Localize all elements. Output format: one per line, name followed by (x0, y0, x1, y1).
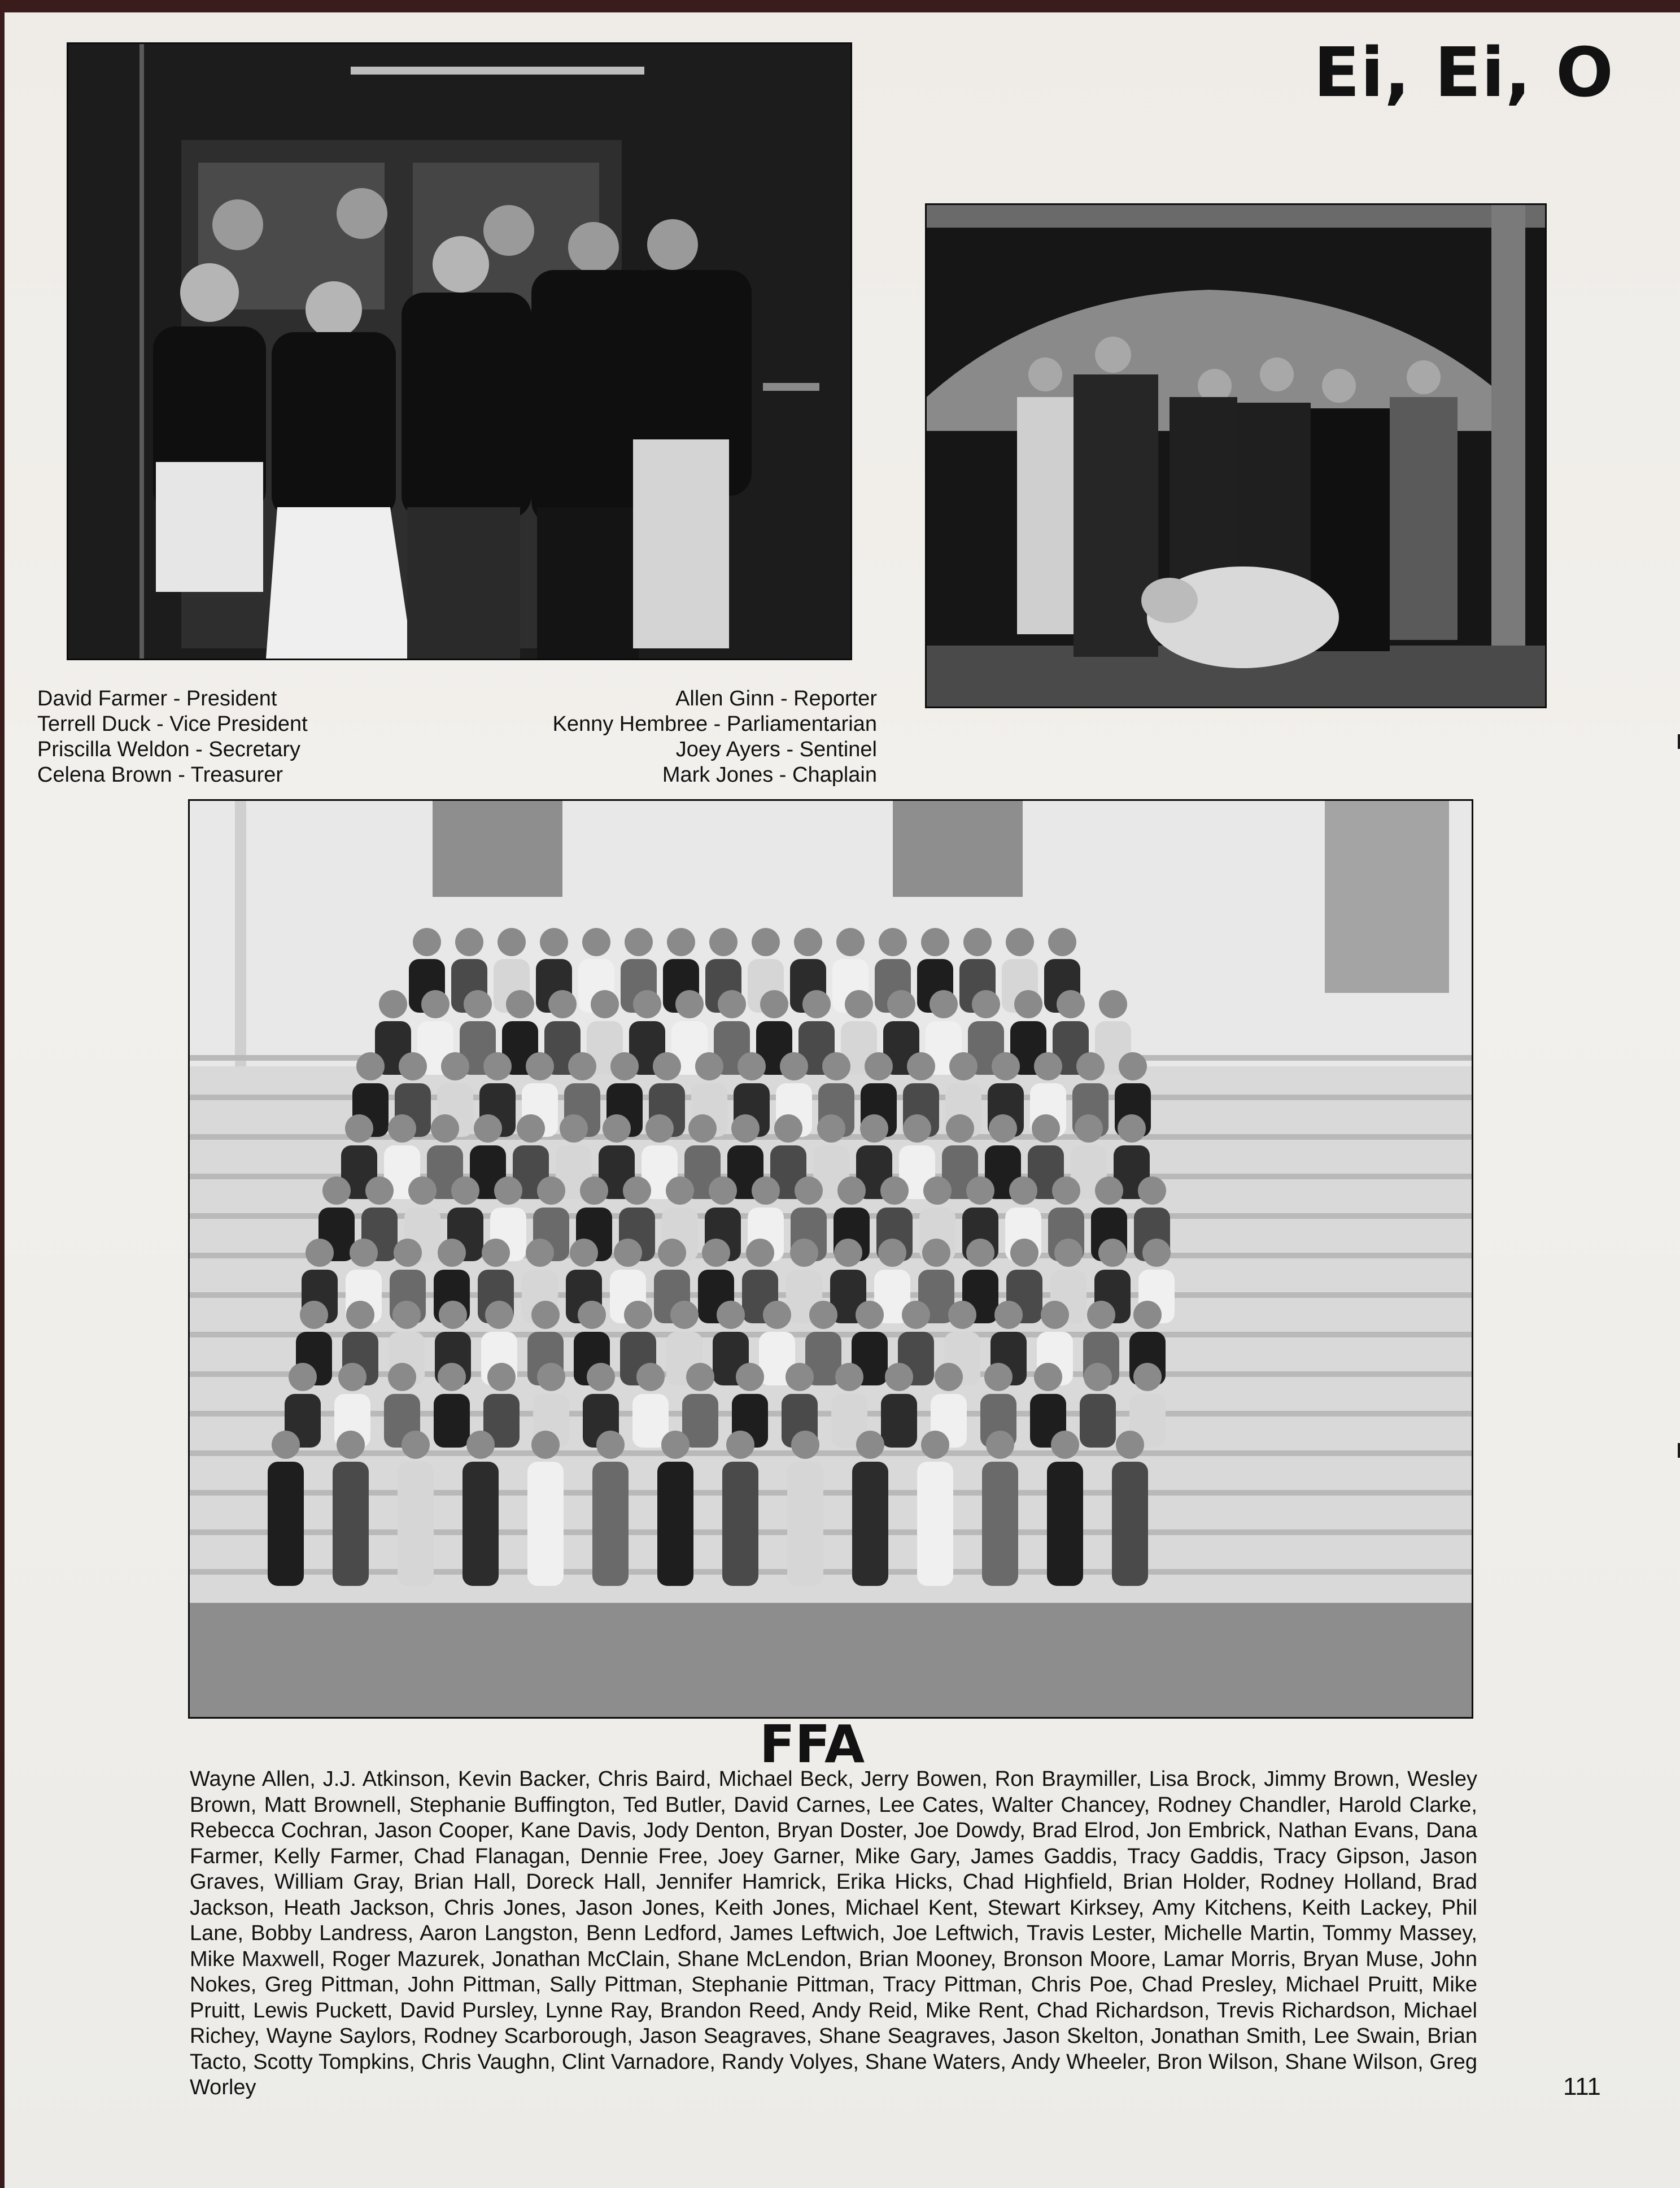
person-head (526, 1239, 554, 1267)
person-figure (982, 1462, 1018, 1586)
person-head (658, 1239, 686, 1267)
person-head (526, 1052, 554, 1080)
person-head (1010, 1239, 1038, 1267)
person-head (399, 1052, 427, 1080)
person-figure (398, 1462, 434, 1586)
person-head (984, 1363, 1013, 1391)
person-head (623, 1176, 651, 1205)
person-head (702, 1239, 730, 1267)
person-head (903, 1114, 931, 1143)
person-head (1133, 1363, 1162, 1391)
person-head (438, 1363, 466, 1391)
person-figure (722, 1462, 758, 1586)
person-head (356, 1052, 385, 1080)
officer-treasurer: Celena Brown - Treasurer (37, 763, 283, 787)
page-title: Ei, Ei, O (1314, 34, 1614, 112)
person-head (451, 1176, 479, 1205)
officer-president: David Farmer - President (37, 687, 277, 711)
person-head (466, 1431, 495, 1459)
person-head (441, 1052, 469, 1080)
person-head (666, 1176, 694, 1205)
person-head (1138, 1176, 1166, 1205)
person-head (746, 1239, 774, 1267)
person-head (1009, 1176, 1037, 1205)
officers-photo (67, 42, 852, 660)
person-head (431, 1114, 459, 1143)
person-head (879, 928, 907, 956)
person-head (992, 1052, 1020, 1080)
person-head (338, 1363, 366, 1391)
person-head (322, 1176, 351, 1205)
binding-mark (1678, 1443, 1680, 1458)
person-head (645, 1114, 674, 1143)
person-head (752, 1176, 780, 1205)
person-head (736, 1363, 764, 1391)
person-head (1116, 1431, 1144, 1459)
person-head (402, 1431, 430, 1459)
person-head (1118, 1114, 1146, 1143)
person-head (930, 990, 958, 1018)
person-figure (592, 1462, 629, 1586)
person-head (921, 928, 949, 956)
person-head (1095, 1176, 1123, 1205)
person-head (802, 990, 831, 1018)
person-figure (787, 1462, 823, 1586)
person-head (834, 1239, 862, 1267)
person-head (1087, 1301, 1115, 1329)
person-head (670, 1301, 699, 1329)
person-head (603, 1114, 631, 1143)
person-head (817, 1114, 845, 1143)
person-head (860, 1114, 888, 1143)
officer-sentinel: Joey Ayers - Sentinel (675, 738, 877, 761)
person-head (1041, 1301, 1069, 1329)
livestock-photo (925, 203, 1547, 708)
person-head (885, 1363, 913, 1391)
person-head (791, 1431, 819, 1459)
person-head (388, 1363, 416, 1391)
person-head (1014, 990, 1042, 1018)
person-figure (462, 1462, 499, 1586)
person-head (1099, 990, 1127, 1018)
person-head (790, 1239, 818, 1267)
person-head (966, 1239, 994, 1267)
person-head (1057, 990, 1085, 1018)
person-head (596, 1431, 625, 1459)
person-head (774, 1114, 802, 1143)
person-head (392, 1301, 421, 1329)
person-head (610, 1052, 639, 1080)
person-head (718, 990, 746, 1018)
club-group-photo-icon (190, 801, 1472, 1717)
person-head (345, 1114, 373, 1143)
person-head (856, 1301, 884, 1329)
person-head (580, 1176, 608, 1205)
person-head (837, 1176, 866, 1205)
person-head (1098, 1239, 1127, 1267)
person-head (591, 990, 619, 1018)
person-head (880, 1176, 909, 1205)
person-head (482, 1239, 510, 1267)
person-head (350, 1239, 378, 1267)
person-head (966, 1176, 994, 1205)
person-head (795, 1176, 823, 1205)
person-figure (333, 1462, 369, 1586)
person-head (494, 1176, 522, 1205)
person-head (537, 1363, 565, 1391)
person-head (289, 1363, 317, 1391)
person-head (474, 1114, 502, 1143)
person-head (455, 928, 483, 956)
person-head (709, 928, 738, 956)
person-head (531, 1301, 560, 1329)
person-head (624, 1301, 652, 1329)
club-group-photo (188, 799, 1473, 1719)
person-head (972, 990, 1000, 1018)
person-head (667, 928, 695, 956)
person-head (365, 1176, 394, 1205)
person-figure (1080, 1394, 1116, 1448)
person-head (1052, 1176, 1080, 1205)
person-head (388, 1114, 416, 1143)
member-list: Wayne Allen, J.J. Atkinson, Kevin Backer, Chris Baird, Michael Beck, Jerry Bowen, Ron Braymiller, Lisa Brock, Jimmy Brown, Wesley Brown, Matt Brownell, Stephanie Buffington, Ted Butler, David Carnes, Lee Cates, Walter Chancey, Rodney Chandler, Harold Clarke, Rebecca Cochran, Jason Cooper, Kane Davis, Jody Denton, Bryan Doster, Joe Dowdy, Brad Elrod, Jon Embrick, Nathan Evans, Dana Farmer, Kelly Farmer, Chad Flanagan, Dennie Free, Joey Garner, Mike Gary, James Gaddis, Tracy Gaddis, Tracy Gipson, Jason Graves, William Gray, Brian Hall, Doreck Hall, Jennifer Hamrick, Erika Hicks, Chad Highfield, Brian Holder, Rodney Holland, Brad Jackson, Heath Jackson, Chris Jones, Jason Jones, Keith Jones, Michael Kent, Stewart Kirksey, Amy Kitchens, Keith Lackey, Phil Lane, Bobby Landress, Aaron Langston, Benn Ledford, James Leftwich, Joe Leftwich, Travis Lester, Michelle Martin, Tommy Massey, Mike Maxwell, Roger Mazurek, Jonathan McClain, Shane McLendon, Brian Mooney, Bronson Moore, Lamar Morris, Bryan Muse, John Nokes, Greg Pittman, John Pittman, Sally Pittman, Stephanie Pittman, Tracy Pittman, Chris Poe, Chad Presley, Michael Pruitt, Mike Pruitt, Lewis Puckett, David Pursley, Lynne Ray, Brandon Reed, Andy Reid, Mike Rent, Chad Richardson, Trevis Richardson, Michael Richey, Wayne Saylors, Rodney Scarborough, Jason Seagraves, Shane Seagraves, Jason Skelton, Jonathan Smith, Lee Swain, Brian Tacto, Scotty Tompkins, Chris Vaughn, Clint Varnadore, Randy Volyes, Shane Waters, Andy Wheeler, Bron Wilson, Shane Wilson, Greg Worley (190, 1767, 1477, 2099)
person-head (865, 1052, 893, 1080)
person-head (856, 1431, 884, 1459)
person-head (1048, 928, 1076, 956)
person-head (498, 928, 526, 956)
person-head (1032, 1114, 1060, 1143)
person-head (946, 1114, 974, 1143)
person-head (786, 1363, 814, 1391)
person-head (986, 1431, 1014, 1459)
person-head (922, 1239, 950, 1267)
person-head (731, 1114, 760, 1143)
person-figure (657, 1462, 693, 1586)
person-figure (1047, 1462, 1083, 1586)
person-head (413, 928, 441, 956)
person-head (394, 1239, 422, 1267)
person-head (1142, 1239, 1171, 1267)
person-head (1133, 1301, 1162, 1329)
person-head (1034, 1052, 1062, 1080)
person-head (887, 990, 915, 1018)
officer-vice-president: Terrell Duck - Vice President (37, 712, 308, 736)
person-head (763, 1301, 791, 1329)
person-head (1034, 1363, 1062, 1391)
officer-parliamentarian: Kenny Hembree - Parliamentarian (552, 712, 877, 736)
person-head (568, 1052, 596, 1080)
person-head (845, 990, 873, 1018)
officer-chaplain: Mark Jones - Chaplain (662, 763, 877, 787)
person-head (517, 1114, 545, 1143)
person-head (935, 1363, 963, 1391)
person-figure (852, 1462, 888, 1586)
person-head (1051, 1431, 1079, 1459)
person-figure (917, 1462, 953, 1586)
person-head (1084, 1363, 1112, 1391)
person-figure (434, 1394, 470, 1448)
person-head (337, 1431, 365, 1459)
person-head (695, 1052, 723, 1080)
person-head (570, 1239, 598, 1267)
person-head (636, 1363, 665, 1391)
person-head (949, 1052, 978, 1080)
person-head (760, 990, 788, 1018)
person-figure (527, 1462, 564, 1586)
person-head (346, 1301, 374, 1329)
person-head (809, 1301, 837, 1329)
person-head (653, 1052, 681, 1080)
person-head (923, 1176, 952, 1205)
person-head (726, 1431, 754, 1459)
person-head (483, 1052, 512, 1080)
person-head (822, 1052, 850, 1080)
person-figure (1112, 1462, 1148, 1586)
person-head (421, 990, 450, 1018)
person-head (907, 1052, 935, 1080)
binding-mark (1678, 734, 1680, 749)
person-head (464, 990, 492, 1018)
person-head (717, 1301, 745, 1329)
person-head (438, 1239, 466, 1267)
person-head (794, 928, 822, 956)
person-head (578, 1301, 606, 1329)
person-head (780, 1052, 808, 1080)
person-head (686, 1363, 714, 1391)
person-head (661, 1431, 690, 1459)
person-head (878, 1239, 906, 1267)
person-head (1075, 1114, 1103, 1143)
club-heading: FFA (759, 1714, 865, 1775)
person-head (625, 928, 653, 956)
person-head (921, 1431, 949, 1459)
person-head (306, 1239, 334, 1267)
person-head (1119, 1052, 1147, 1080)
person-head (836, 928, 865, 956)
person-head (994, 1301, 1023, 1329)
person-head (1076, 1052, 1105, 1080)
page-number: 111 (1563, 2073, 1601, 2100)
person-head (835, 1363, 863, 1391)
person-head (560, 1114, 588, 1143)
person-head (675, 990, 704, 1018)
officers-list-right (485, 686, 877, 788)
person-head (902, 1301, 930, 1329)
person-head (989, 1114, 1017, 1143)
person-head (633, 990, 661, 1018)
person-head (531, 1431, 560, 1459)
person-head (487, 1363, 516, 1391)
person-head (548, 990, 577, 1018)
person-head (587, 1363, 615, 1391)
person-head (485, 1301, 513, 1329)
person-head (709, 1176, 737, 1205)
person-head (752, 928, 780, 956)
person-head (537, 1176, 565, 1205)
person-head (408, 1176, 437, 1205)
person-head (948, 1301, 976, 1329)
person-figure (881, 1394, 917, 1448)
person-head (688, 1114, 717, 1143)
person-head (379, 990, 407, 1018)
person-head (1006, 928, 1034, 956)
person-head (1054, 1239, 1083, 1267)
person-head (614, 1239, 642, 1267)
officer-reporter: Allen Ginn - Reporter (675, 687, 877, 711)
person-head (738, 1052, 766, 1080)
person-head (506, 990, 534, 1018)
page-top-edge (5, 0, 1680, 12)
officers-group-photo-icon (68, 44, 850, 659)
person-head (300, 1301, 328, 1329)
person-head (582, 928, 610, 956)
person-head (439, 1301, 467, 1329)
person-head (540, 928, 568, 956)
officer-secretary: Priscilla Weldon - Secretary (37, 738, 301, 761)
person-figure (268, 1462, 304, 1586)
officers-list-left (37, 686, 444, 788)
person-head (272, 1431, 300, 1459)
person-head (963, 928, 992, 956)
livestock-show-photo-icon (927, 205, 1545, 707)
